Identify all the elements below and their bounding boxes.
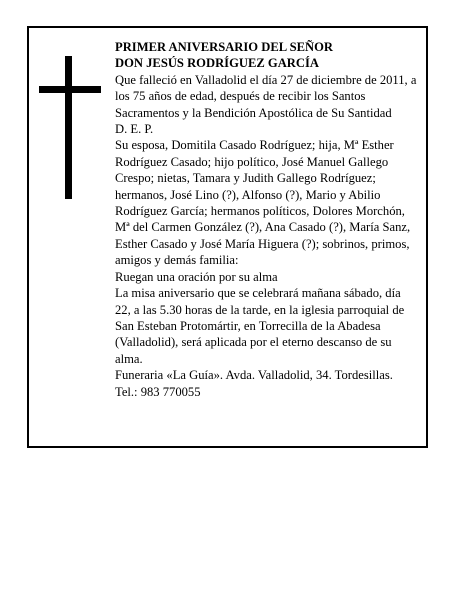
cross-horizontal-bar: [39, 86, 101, 93]
cross-vertical-bar: [65, 56, 72, 199]
title-line-2: DON JESÚS RODRÍGUEZ GARCÍA: [115, 56, 319, 71]
cross-icon: [39, 56, 101, 199]
family-paragraph: Su esposa, Domitila Casado Rodríguez; hija, Mª Esther Rodríguez Casado; hijo político, José Manuel Gallego Crespo; nietas, Tamara y Judith Gallego Rodríguez; hermanos, José Lino (?), Alfonso (?), Mario y Abilio Rodríguez García; hermanos políticos, Dolores Morchón, Mª del Carmen González (?), Ana Casado (?), María Sanz, Esther Casado y José María Higuera (?); sobrinos, primos, amigos y demás familia:: [115, 138, 411, 268]
mass-paragraph: La misa aniversario que se celebrará mañana sábado, día 22, a las 5.30 horas de la tarde, en la iglesia parroquial de San Esteban Protomártir, en Torrecilla de la Abadesa (Valladolid), será aplicada por el eterno descanso de su alma.: [115, 286, 405, 366]
intro-paragraph: Que falleció en Valladolid el día 27 de diciembre de 2011, a los 75 años de edad, después de recibir los Santos Sacramentos y la Bendición Apostólica de Su Santidad: [115, 72, 417, 120]
notice-text: [115, 39, 418, 400]
obituary-notice: [27, 26, 428, 448]
prayer-request: Ruegan una oración por su alma: [115, 269, 278, 284]
dep-line: D. E. P.: [115, 122, 154, 137]
title-line-1: PRIMER ANIVERSARIO DEL SEÑOR: [115, 40, 333, 54]
funeral-home-line: Funeraria «La Guía». Avda. Valladolid, 34. Tordesillas. Tel.: 983 770055: [115, 368, 393, 399]
